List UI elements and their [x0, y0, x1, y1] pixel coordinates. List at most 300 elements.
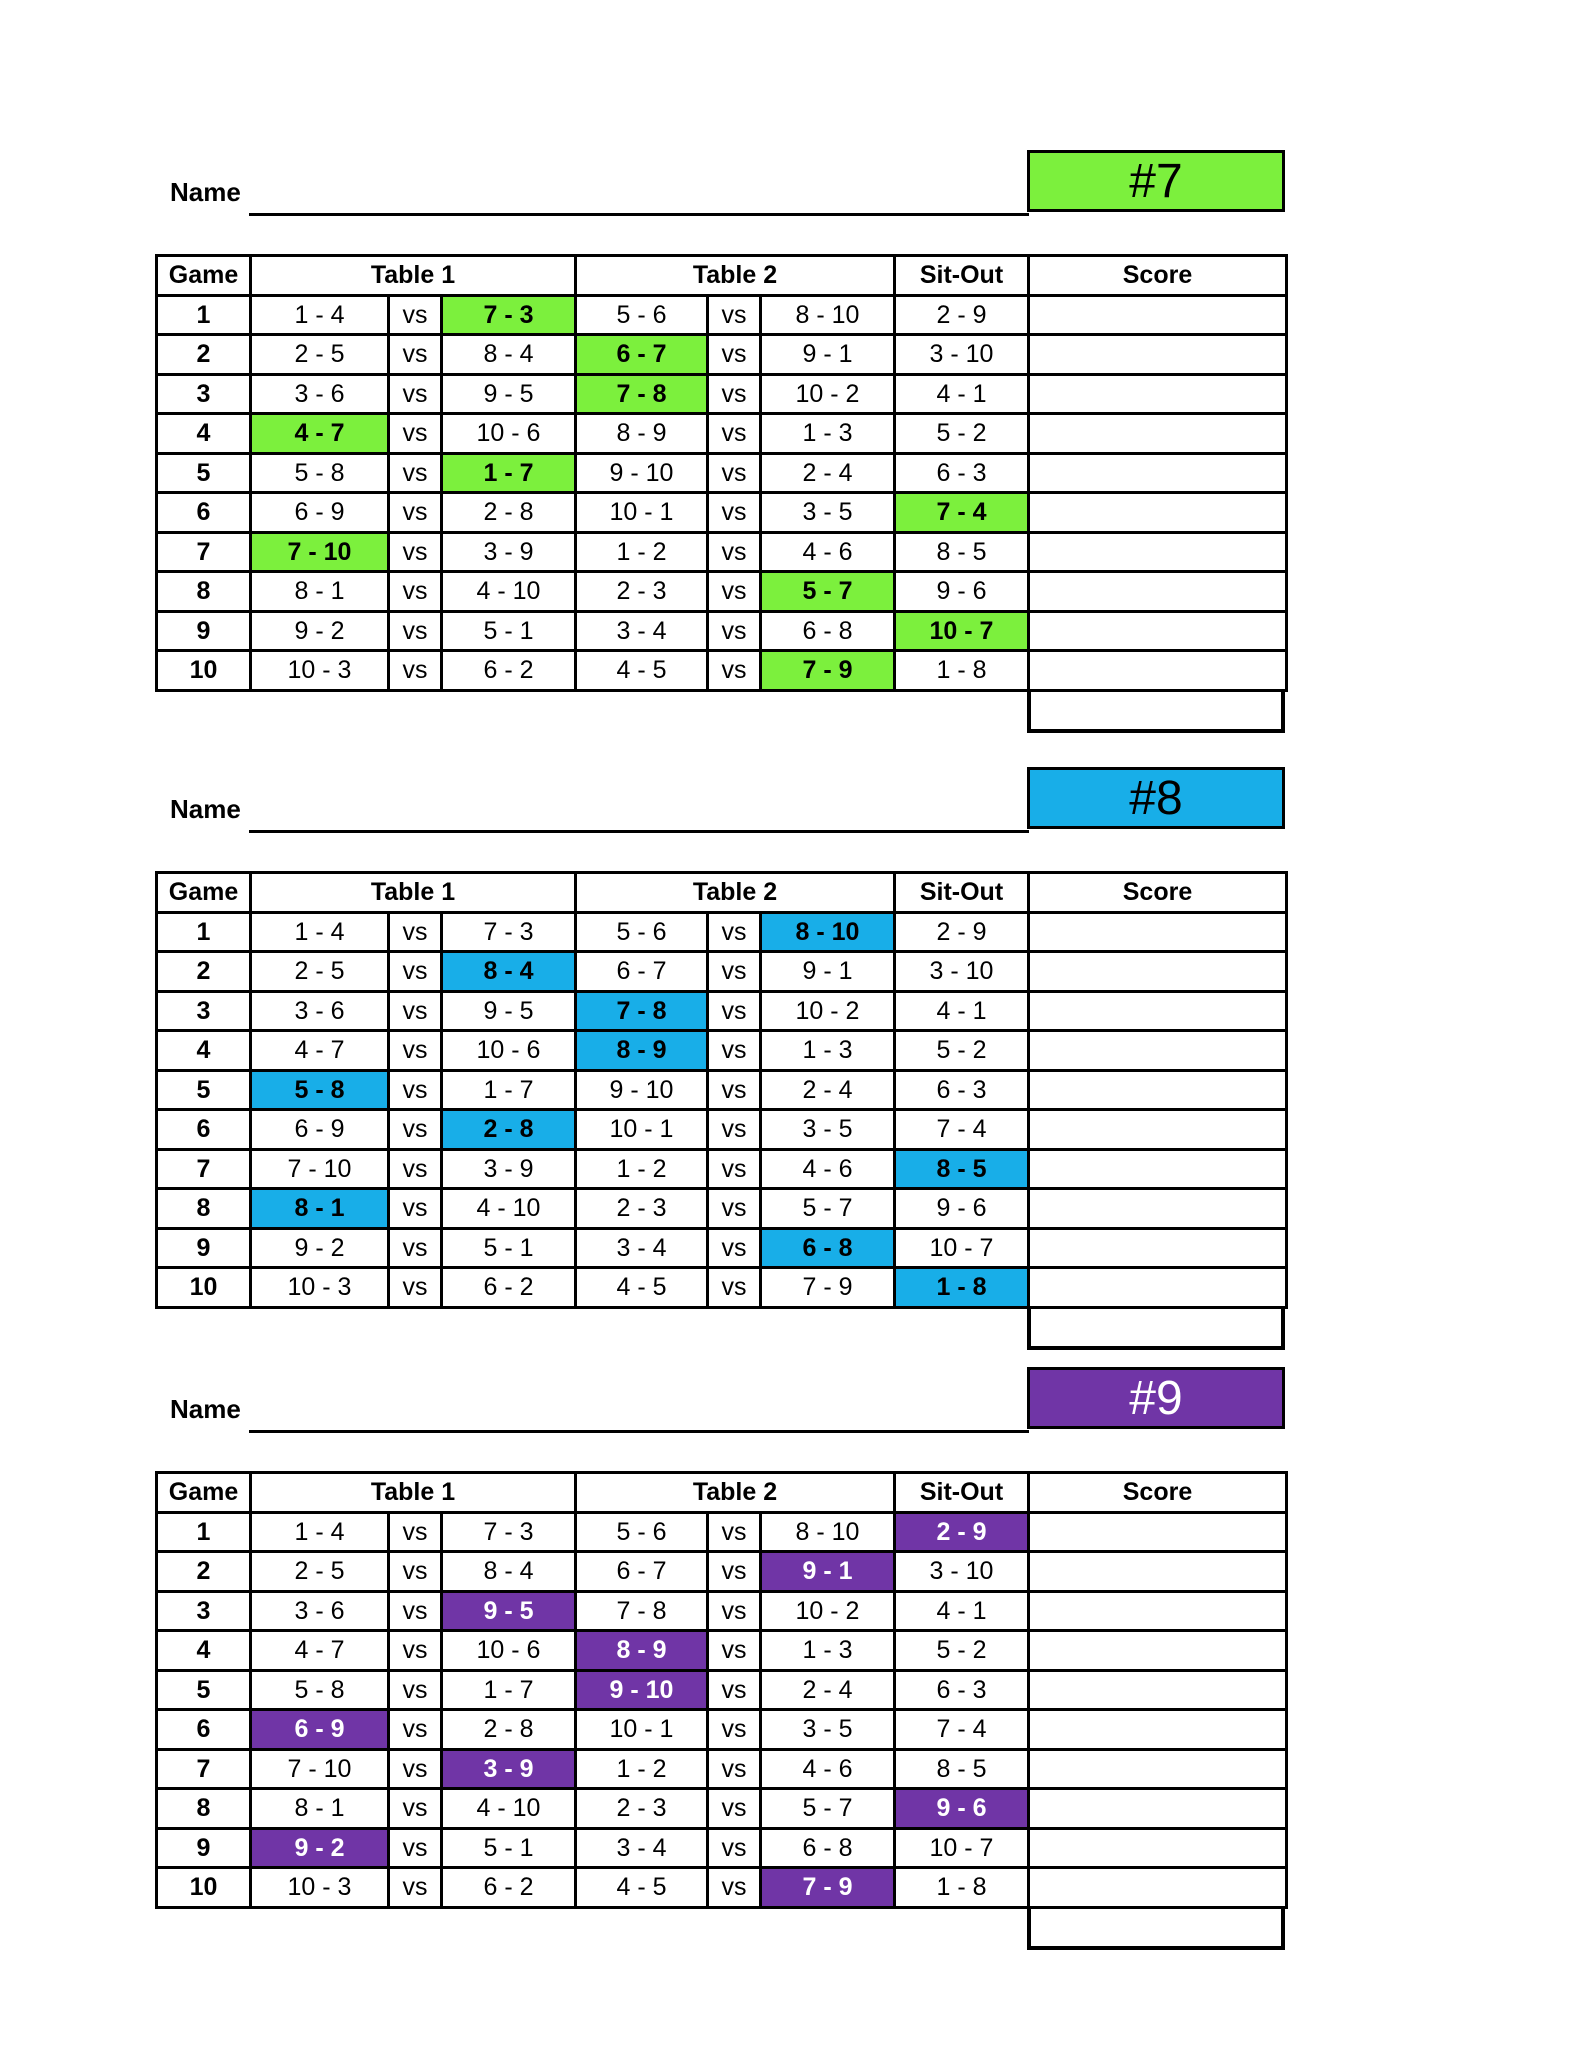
table-1-team-a: 4 - 7	[251, 1031, 389, 1071]
score-cell[interactable]	[1029, 1591, 1287, 1631]
table-2-team-a: 1 - 2	[576, 532, 708, 572]
name-input-line[interactable]	[249, 1430, 1029, 1433]
table-2-team-a: 3 - 4	[576, 611, 708, 651]
header-sit-out: Sit-Out	[895, 873, 1029, 913]
table-2-team-a-highlighted: 7 - 8	[576, 374, 708, 414]
sit-out-pair: 10 - 7	[895, 1228, 1029, 1268]
table-2-team-a: 3 - 4	[576, 1828, 708, 1868]
table-1-team-b: 6 - 2	[442, 651, 576, 691]
table-1-team-b: 1 - 7	[442, 1070, 576, 1110]
vs-label: vs	[708, 1110, 761, 1150]
vs-label: vs	[389, 1710, 442, 1750]
vs-label: vs	[389, 1189, 442, 1229]
table-2-team-b: 1 - 3	[761, 414, 895, 454]
table-1-team-a: 5 - 8	[251, 1670, 389, 1710]
vs-label: vs	[708, 1710, 761, 1750]
header-sit-out: Sit-Out	[895, 256, 1029, 296]
vs-label: vs	[708, 991, 761, 1031]
vs-label: vs	[708, 1828, 761, 1868]
table-row	[157, 335, 1287, 375]
table-2-team-b: 10 - 2	[761, 991, 895, 1031]
sit-out-pair: 6 - 3	[895, 1670, 1029, 1710]
score-cell[interactable]	[1029, 1512, 1287, 1552]
name-input-line[interactable]	[249, 213, 1029, 216]
table-2-team-b-highlighted: 7 - 9	[761, 651, 895, 691]
sit-out-pair: 2 - 9	[895, 295, 1029, 335]
vs-label: vs	[708, 493, 761, 533]
score-cell[interactable]	[1029, 952, 1287, 992]
game-number: 1	[157, 295, 251, 335]
name-label: Name	[170, 1394, 241, 1424]
table-row	[157, 1828, 1287, 1868]
table-1-team-a: 10 - 3	[251, 1868, 389, 1908]
table-2-team-b: 2 - 4	[761, 1670, 895, 1710]
table-2-team-a: 10 - 1	[576, 493, 708, 533]
sheet-number-badge: #8	[1027, 767, 1285, 829]
game-number: 4	[157, 1031, 251, 1071]
game-number: 6	[157, 1110, 251, 1150]
sit-out-pair: 5 - 2	[895, 1031, 1029, 1071]
score-cell[interactable]	[1029, 991, 1287, 1031]
sit-out-pair: 6 - 3	[895, 453, 1029, 493]
score-cell[interactable]	[1029, 295, 1287, 335]
table-row	[157, 453, 1287, 493]
table-1-team-a: 3 - 6	[251, 374, 389, 414]
score-cell[interactable]	[1029, 374, 1287, 414]
table-1-team-a: 9 - 2	[251, 1228, 389, 1268]
table-2-team-b-highlighted: 5 - 7	[761, 572, 895, 612]
sit-out-pair: 1 - 8	[895, 1868, 1029, 1908]
game-number: 9	[157, 1828, 251, 1868]
table-2-team-b: 4 - 6	[761, 1749, 895, 1789]
table-2-team-a-highlighted: 9 - 10	[576, 1670, 708, 1710]
table-1-team-a: 10 - 3	[251, 1268, 389, 1308]
score-cell[interactable]	[1029, 1228, 1287, 1268]
table-1-team-b: 3 - 9	[442, 1149, 576, 1189]
score-cell[interactable]	[1029, 414, 1287, 454]
table-2-team-b: 9 - 1	[761, 335, 895, 375]
vs-label: vs	[389, 991, 442, 1031]
game-number: 10	[157, 1868, 251, 1908]
header-table-1: Table 1	[251, 1473, 576, 1513]
table-1-team-a: 2 - 5	[251, 335, 389, 375]
score-cell[interactable]	[1029, 1868, 1287, 1908]
table-2-team-b-highlighted: 9 - 1	[761, 1552, 895, 1592]
table-row	[157, 1631, 1287, 1671]
score-total-box[interactable]	[1027, 1308, 1285, 1350]
schedule-table	[155, 871, 1288, 1309]
table-2-team-b: 6 - 8	[761, 611, 895, 651]
vs-label: vs	[389, 1591, 442, 1631]
table-2-team-b: 2 - 4	[761, 1070, 895, 1110]
game-number: 1	[157, 1512, 251, 1552]
vs-label: vs	[389, 1110, 442, 1150]
game-number: 4	[157, 414, 251, 454]
table-row	[157, 295, 1287, 335]
vs-label: vs	[708, 1149, 761, 1189]
game-number: 8	[157, 572, 251, 612]
table-2-team-a: 4 - 5	[576, 1268, 708, 1308]
table-2-team-a: 2 - 3	[576, 1789, 708, 1829]
sheet-number-badge: #7	[1027, 150, 1285, 212]
table-row	[157, 1189, 1287, 1229]
game-number: 3	[157, 1591, 251, 1631]
table-row	[157, 572, 1287, 612]
header-score: Score	[1029, 1473, 1287, 1513]
table-2-team-a: 8 - 9	[576, 414, 708, 454]
vs-label: vs	[708, 611, 761, 651]
table-1-team-a: 7 - 10	[251, 1749, 389, 1789]
table-1-team-b: 8 - 4	[442, 1552, 576, 1592]
game-number: 5	[157, 453, 251, 493]
score-cell[interactable]	[1029, 532, 1287, 572]
table-2-team-b: 9 - 1	[761, 952, 895, 992]
vs-label: vs	[389, 611, 442, 651]
table-row	[157, 952, 1287, 992]
game-number: 5	[157, 1670, 251, 1710]
table-1-team-b: 4 - 10	[442, 1189, 576, 1229]
vs-label: vs	[708, 335, 761, 375]
vs-label: vs	[708, 1749, 761, 1789]
table-row	[157, 414, 1287, 454]
table-2-team-a-highlighted: 8 - 9	[576, 1631, 708, 1671]
table-2-team-b: 8 - 10	[761, 1512, 895, 1552]
score-cell[interactable]	[1029, 1631, 1287, 1671]
table-2-team-b: 7 - 9	[761, 1268, 895, 1308]
sit-out-pair: 2 - 9	[895, 912, 1029, 952]
game-number: 1	[157, 912, 251, 952]
sit-out-pair: 8 - 5	[895, 532, 1029, 572]
vs-label: vs	[389, 532, 442, 572]
game-number: 2	[157, 335, 251, 375]
game-number: 7	[157, 532, 251, 572]
table-1-team-b: 2 - 8	[442, 493, 576, 533]
table-2-team-a: 2 - 3	[576, 1189, 708, 1229]
name-label: Name	[170, 794, 241, 824]
table-1-team-a: 2 - 5	[251, 952, 389, 992]
score-cell[interactable]	[1029, 1070, 1287, 1110]
score-cell[interactable]	[1029, 1268, 1287, 1308]
table-1-team-a-highlighted: 6 - 9	[251, 1710, 389, 1750]
vs-label: vs	[389, 1228, 442, 1268]
vs-label: vs	[708, 1552, 761, 1592]
table-1-team-a-highlighted: 7 - 10	[251, 532, 389, 572]
score-cell[interactable]	[1029, 651, 1287, 691]
sit-out-pair: 5 - 2	[895, 1631, 1029, 1671]
table-1-team-b-highlighted: 9 - 5	[442, 1591, 576, 1631]
vs-label: vs	[708, 1189, 761, 1229]
vs-label: vs	[708, 1070, 761, 1110]
table-1-team-a: 5 - 8	[251, 453, 389, 493]
game-number: 9	[157, 1228, 251, 1268]
table-1-team-a: 3 - 6	[251, 991, 389, 1031]
vs-label: vs	[389, 414, 442, 454]
sit-out-pair: 1 - 8	[895, 651, 1029, 691]
sit-out-pair-highlighted: 7 - 4	[895, 493, 1029, 533]
game-number: 6	[157, 1710, 251, 1750]
score-total-box[interactable]	[1027, 691, 1285, 733]
table-1-team-a: 6 - 9	[251, 493, 389, 533]
sit-out-pair: 5 - 2	[895, 414, 1029, 454]
sit-out-pair-highlighted: 8 - 5	[895, 1149, 1029, 1189]
table-row	[157, 532, 1287, 572]
vs-label: vs	[708, 952, 761, 992]
score-cell[interactable]	[1029, 572, 1287, 612]
table-1-team-b: 5 - 1	[442, 1228, 576, 1268]
sit-out-pair: 7 - 4	[895, 1110, 1029, 1150]
score-cell[interactable]	[1029, 912, 1287, 952]
table-2-team-a-highlighted: 8 - 9	[576, 1031, 708, 1071]
sit-out-pair: 8 - 5	[895, 1749, 1029, 1789]
table-row	[157, 1228, 1287, 1268]
vs-label: vs	[389, 1670, 442, 1710]
table-2-team-b: 3 - 5	[761, 1110, 895, 1150]
vs-label: vs	[389, 493, 442, 533]
sit-out-pair: 4 - 1	[895, 991, 1029, 1031]
table-row	[157, 1070, 1287, 1110]
game-number: 5	[157, 1070, 251, 1110]
table-1-team-b-highlighted: 8 - 4	[442, 952, 576, 992]
table-1-team-b: 4 - 10	[442, 1789, 576, 1829]
vs-label: vs	[708, 414, 761, 454]
table-1-team-b-highlighted: 7 - 3	[442, 295, 576, 335]
table-2-team-b: 3 - 5	[761, 1710, 895, 1750]
vs-label: vs	[389, 952, 442, 992]
table-row	[157, 611, 1287, 651]
table-1-team-a: 1 - 4	[251, 912, 389, 952]
table-row	[157, 493, 1287, 533]
header-score: Score	[1029, 256, 1287, 296]
vs-label: vs	[708, 1868, 761, 1908]
table-1-team-a-highlighted: 4 - 7	[251, 414, 389, 454]
table-2-team-a: 9 - 10	[576, 453, 708, 493]
vs-label: vs	[708, 295, 761, 335]
sit-out-pair-highlighted: 1 - 8	[895, 1268, 1029, 1308]
table-1-team-b: 7 - 3	[442, 912, 576, 952]
table-row	[157, 1031, 1287, 1071]
table-row	[157, 1552, 1287, 1592]
table-2-team-b: 1 - 3	[761, 1031, 895, 1071]
table-row	[157, 1789, 1287, 1829]
score-cell[interactable]	[1029, 1149, 1287, 1189]
table-2-team-b-highlighted: 7 - 9	[761, 1868, 895, 1908]
game-number: 3	[157, 991, 251, 1031]
table-1-team-a: 1 - 4	[251, 295, 389, 335]
vs-label: vs	[389, 453, 442, 493]
table-row	[157, 991, 1287, 1031]
table-row	[157, 1670, 1287, 1710]
table-1-team-b: 10 - 6	[442, 1031, 576, 1071]
table-2-team-a: 4 - 5	[576, 1868, 708, 1908]
vs-label: vs	[389, 1552, 442, 1592]
table-2-team-a: 5 - 6	[576, 1512, 708, 1552]
table-row	[157, 1749, 1287, 1789]
vs-label: vs	[708, 912, 761, 952]
header-score: Score	[1029, 873, 1287, 913]
table-2-team-b: 10 - 2	[761, 1591, 895, 1631]
vs-label: vs	[708, 1512, 761, 1552]
score-cell[interactable]	[1029, 1189, 1287, 1229]
sit-out-pair: 3 - 10	[895, 952, 1029, 992]
sit-out-pair: 9 - 6	[895, 1189, 1029, 1229]
vs-label: vs	[389, 1789, 442, 1829]
table-1-team-b: 1 - 7	[442, 1670, 576, 1710]
table-1-team-b: 5 - 1	[442, 611, 576, 651]
score-cell[interactable]	[1029, 1031, 1287, 1071]
table-2-team-b: 4 - 6	[761, 1149, 895, 1189]
vs-label: vs	[708, 1591, 761, 1631]
sit-out-pair: 9 - 6	[895, 572, 1029, 612]
table-2-team-b: 1 - 3	[761, 1631, 895, 1671]
table-1-team-a-highlighted: 8 - 1	[251, 1189, 389, 1229]
table-2-team-b: 10 - 2	[761, 374, 895, 414]
header-table-2: Table 2	[576, 873, 895, 913]
vs-label: vs	[708, 453, 761, 493]
table-1-team-b: 10 - 6	[442, 1631, 576, 1671]
score-cell[interactable]	[1029, 1710, 1287, 1750]
table-2-team-a-highlighted: 7 - 8	[576, 991, 708, 1031]
score-cell[interactable]	[1029, 1789, 1287, 1829]
game-number: 6	[157, 493, 251, 533]
table-2-team-b-highlighted: 8 - 10	[761, 912, 895, 952]
sit-out-pair: 7 - 4	[895, 1710, 1029, 1750]
table-1-team-a: 2 - 5	[251, 1552, 389, 1592]
table-2-team-b: 2 - 4	[761, 453, 895, 493]
table-1-team-b: 7 - 3	[442, 1512, 576, 1552]
table-row	[157, 1268, 1287, 1308]
table-2-team-a: 2 - 3	[576, 572, 708, 612]
game-number: 10	[157, 1268, 251, 1308]
table-row	[157, 1110, 1287, 1150]
vs-label: vs	[389, 335, 442, 375]
table-1-team-b-highlighted: 2 - 8	[442, 1110, 576, 1150]
table-row	[157, 374, 1287, 414]
table-2-team-b-highlighted: 6 - 8	[761, 1228, 895, 1268]
table-1-team-a-highlighted: 9 - 2	[251, 1828, 389, 1868]
table-2-team-b: 6 - 8	[761, 1828, 895, 1868]
table-1-team-b: 9 - 5	[442, 374, 576, 414]
vs-label: vs	[389, 374, 442, 414]
table-1-team-a: 4 - 7	[251, 1631, 389, 1671]
table-2-team-b: 4 - 6	[761, 532, 895, 572]
score-total-box[interactable]	[1027, 1908, 1285, 1950]
table-row	[157, 912, 1287, 952]
table-1-team-b-highlighted: 1 - 7	[442, 453, 576, 493]
table-1-team-b: 4 - 10	[442, 572, 576, 612]
vs-label: vs	[389, 1031, 442, 1071]
table-1-team-a: 9 - 2	[251, 611, 389, 651]
sit-out-pair: 4 - 1	[895, 374, 1029, 414]
vs-label: vs	[389, 1149, 442, 1189]
header-row	[157, 873, 1287, 913]
table-2-team-a: 9 - 10	[576, 1070, 708, 1110]
vs-label: vs	[389, 1631, 442, 1671]
sheet-number-badge: #9	[1027, 1367, 1285, 1429]
schedule-table	[155, 1471, 1288, 1909]
vs-label: vs	[708, 651, 761, 691]
table-1-team-a: 8 - 1	[251, 1789, 389, 1829]
sit-out-pair-highlighted: 10 - 7	[895, 611, 1029, 651]
game-number: 3	[157, 374, 251, 414]
table-2-team-b: 8 - 10	[761, 295, 895, 335]
score-cell[interactable]	[1029, 1670, 1287, 1710]
table-row	[157, 1591, 1287, 1631]
table-1-team-a: 8 - 1	[251, 572, 389, 612]
game-number: 8	[157, 1189, 251, 1229]
table-2-team-a: 10 - 1	[576, 1710, 708, 1750]
table-1-team-a: 6 - 9	[251, 1110, 389, 1150]
table-2-team-a: 5 - 6	[576, 912, 708, 952]
vs-label: vs	[389, 572, 442, 612]
table-1-team-b: 6 - 2	[442, 1868, 576, 1908]
sit-out-pair-highlighted: 9 - 6	[895, 1789, 1029, 1829]
table-2-team-a-highlighted: 6 - 7	[576, 335, 708, 375]
sit-out-pair: 3 - 10	[895, 1552, 1029, 1592]
vs-label: vs	[708, 1789, 761, 1829]
table-1-team-a: 7 - 10	[251, 1149, 389, 1189]
table-2-team-a: 7 - 8	[576, 1591, 708, 1631]
score-cell[interactable]	[1029, 1828, 1287, 1868]
score-cell[interactable]	[1029, 335, 1287, 375]
vs-label: vs	[389, 1070, 442, 1110]
table-2-team-b: 5 - 7	[761, 1789, 895, 1829]
score-cell[interactable]	[1029, 453, 1287, 493]
vs-label: vs	[389, 295, 442, 335]
name-label: Name	[170, 177, 241, 207]
table-2-team-a: 10 - 1	[576, 1110, 708, 1150]
table-2-team-a: 1 - 2	[576, 1749, 708, 1789]
score-cell[interactable]	[1029, 493, 1287, 533]
vs-label: vs	[708, 1268, 761, 1308]
header-row	[157, 256, 1287, 296]
table-2-team-a: 4 - 5	[576, 651, 708, 691]
score-cell[interactable]	[1029, 1552, 1287, 1592]
vs-label: vs	[389, 912, 442, 952]
vs-label: vs	[708, 572, 761, 612]
table-1-team-b: 6 - 2	[442, 1268, 576, 1308]
table-1-team-b-highlighted: 3 - 9	[442, 1749, 576, 1789]
sit-out-pair-highlighted: 2 - 9	[895, 1512, 1029, 1552]
header-sit-out: Sit-Out	[895, 1473, 1029, 1513]
score-cell[interactable]	[1029, 611, 1287, 651]
table-1-team-a: 1 - 4	[251, 1512, 389, 1552]
game-number: 2	[157, 1552, 251, 1592]
schedule-table	[155, 254, 1288, 692]
table-1-team-b: 10 - 6	[442, 414, 576, 454]
score-cell[interactable]	[1029, 1749, 1287, 1789]
vs-label: vs	[389, 1749, 442, 1789]
sit-out-pair: 10 - 7	[895, 1828, 1029, 1868]
table-2-team-a: 3 - 4	[576, 1228, 708, 1268]
vs-label: vs	[389, 1512, 442, 1552]
game-number: 2	[157, 952, 251, 992]
game-number: 7	[157, 1149, 251, 1189]
table-1-team-a-highlighted: 5 - 8	[251, 1070, 389, 1110]
table-2-team-a: 6 - 7	[576, 952, 708, 992]
name-input-line[interactable]	[249, 830, 1029, 833]
vs-label: vs	[708, 1228, 761, 1268]
score-cell[interactable]	[1029, 1110, 1287, 1150]
game-number: 9	[157, 611, 251, 651]
table-2-team-b: 3 - 5	[761, 493, 895, 533]
table-2-team-b: 5 - 7	[761, 1189, 895, 1229]
vs-label: vs	[389, 1828, 442, 1868]
table-1-team-b: 3 - 9	[442, 532, 576, 572]
vs-label: vs	[389, 1868, 442, 1908]
table-row	[157, 651, 1287, 691]
game-number: 8	[157, 1789, 251, 1829]
sit-out-pair: 4 - 1	[895, 1591, 1029, 1631]
